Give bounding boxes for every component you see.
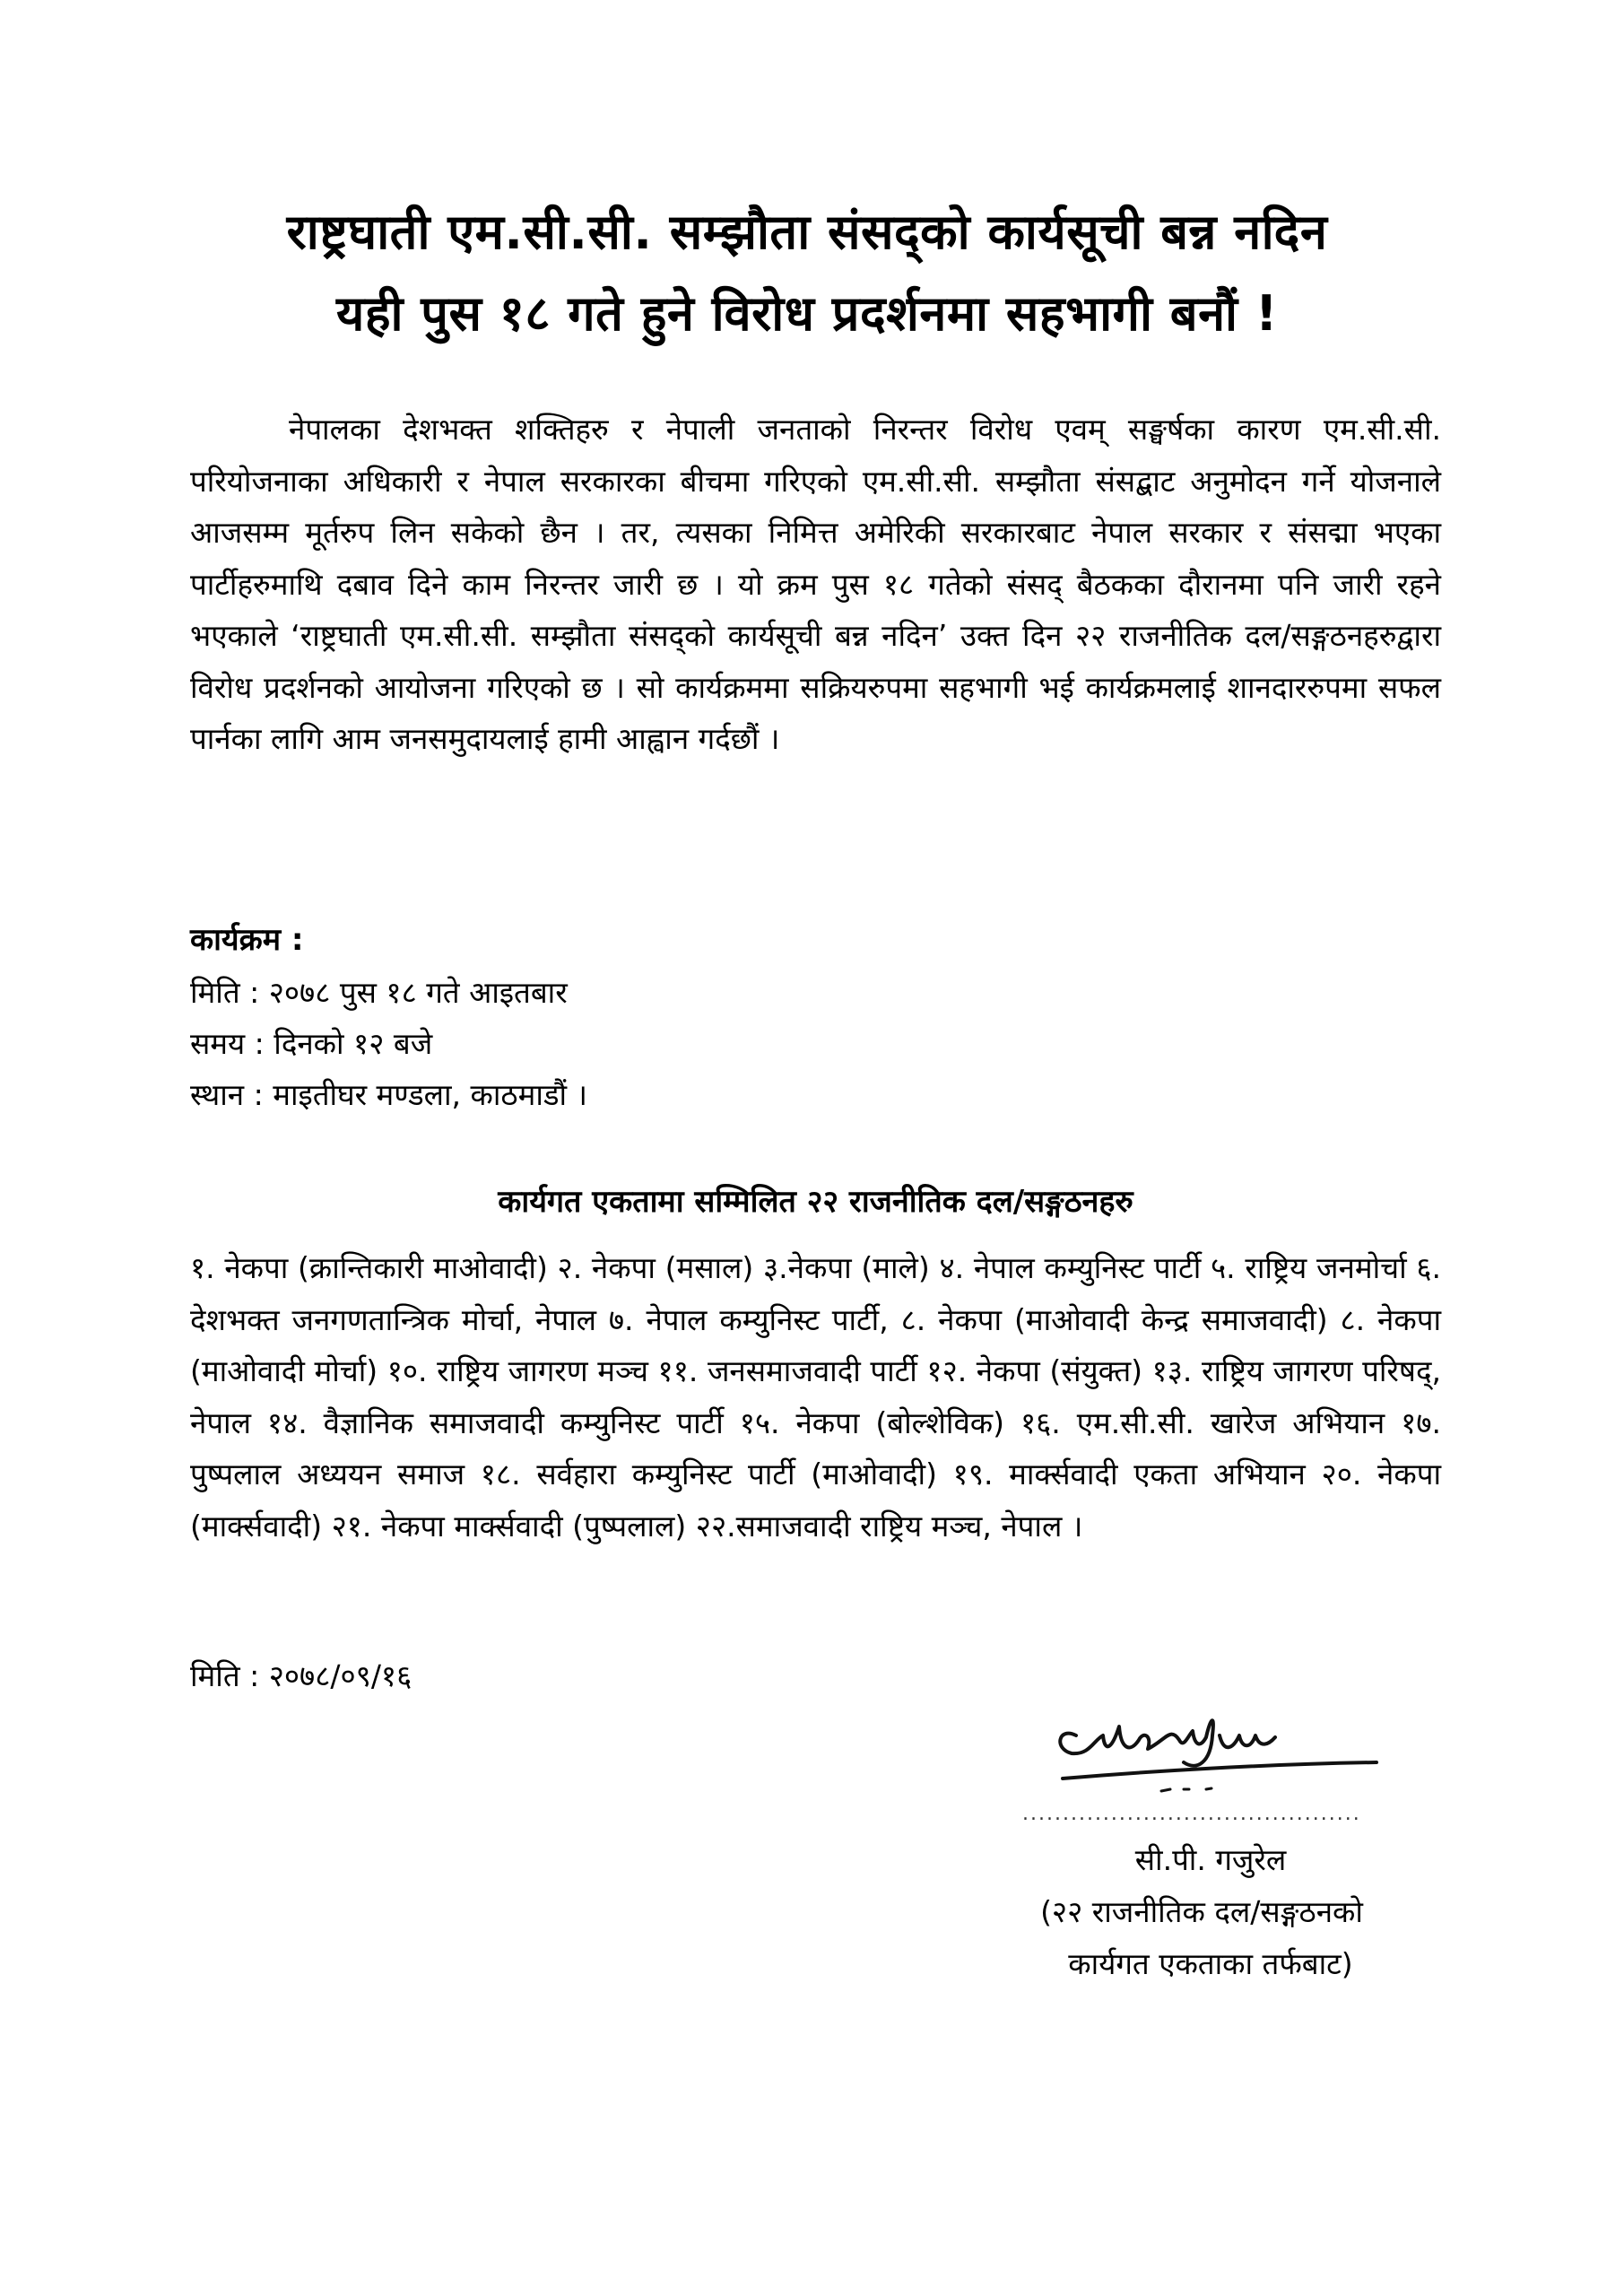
signer-name: सी.पी. गजुरेल — [1134, 1842, 1287, 1877]
signature-line: .......................................... — [1022, 1803, 1361, 1825]
document-date: मिति : २०७८/०९/१६ — [190, 1658, 413, 1693]
intro-paragraph: नेपालका देशभक्त शक्तिहरु र नेपाली जनताको निरन्तर विरोध एवम् सङ्घर्षका कारण एम.सी.सी. परियोजनाका अधिकारी र नेपाल सरकारका बीचमा गरिएको एम.सी.सी. सम्झौता संसद्बाट अनुमोदन गर्ने योजनाले आजसम्म मूर्तरुप लिन सकेको छैन । तर, त्यसका निमित्त अमेरिकी सरकारबाट नेपाल सरकार र संसद्मा भएका पार्टीहरुमाथि दबाव दिने काम निरन्तर जारी छ । यो क्रम पुस १८ गतेको संसद् बैठकका दौरानमा पनि जारी रहने भएकाले ‘राष्ट्रघाती एम.सी.सी. सम्झौता संसद्को कार्यसूची बन्न नदिन’ उक्त दिन २२ राजनीतिक दल/सङ्गठनहरुद्वारा विरोध प्रदर्शनको आयोजना गरिएको छ । सो कार्यक्रममा सक्रियरुपमा सहभागी भई कार्यक्रमलाई शानदाररुपमा सफल पार्नका लागि आम जनसमुदायलाई हामी आह्वान गर्दछौं । — [190, 412, 1441, 756]
signer-role-line-2: कार्यगत एकताका तर्फबाट) — [1068, 1946, 1353, 1981]
program-label: कार्यक्रम : — [190, 922, 304, 958]
program-place: स्थान : माइतीघर मण्डला, काठमाडौं । — [190, 1077, 588, 1112]
signature-image — [1040, 1700, 1399, 1816]
title-line-1: राष्ट्रघाती एम.सी.सी. सम्झौता संसद्को कार्यसूची बन्न नदिन — [286, 204, 1328, 260]
parties-heading: कार्यगत एकतामा सम्मिलित २२ राजनीतिक दल/सङ्गठनहरु — [498, 1184, 1133, 1220]
title-line-2: यही पुस १८ गते हुने विरोध प्रदर्शनमा सहभागी बनौं ! — [336, 285, 1278, 342]
program-time: समय : दिनको १२ बजे — [190, 1026, 433, 1061]
parties-list: १. नेकपा (क्रान्तिकारी माओवादी) २. नेकपा (मसाल) ३.नेकपा (माले) ४. नेपाल कम्युनिस्ट पार्टी ५. राष्ट्रिय जनमोर्चा ६. देशभक्त जनगणतान्त्रिक मोर्चा, नेपाल ७. नेपाल कम्युनिस्ट पार्टी, ८. नेकपा (माओवादी केन्द्र समाजवादी) ८. नेकपा (माओवादी मोर्चा) १०. राष्ट्रिय जागरण मञ्च ११. जनसमाजवादी पार्टी १२. नेकपा (संयुक्त) १३. राष्ट्रिय जागरण परिषद्, नेपाल १४. वैज्ञानिक समाजवादी कम्युनिस्ट पार्टी १५. नेकपा (बोल्शेविक) १६. एम.सी.सी. खारेज अभियान १७. पुष्पलाल अध्ययन समाज १८. सर्वहारा कम्युनिस्ट पार्टी (माओवादी) १९. मार्क्सवादी एकता अभियान २०. नेकपा (मार्क्सवादी) २१. नेकपा मार्क्सवादी (पुष्पलाल) २२.समाजवादी राष्ट्रिय मञ्च, नेपाल । — [190, 1250, 1441, 1544]
signer-role-line-1: (२२ राजनीतिक दल/सङ्गठनको — [1040, 1894, 1363, 1929]
program-date: मिति : २०७८ पुस १८ गते आइतबार — [190, 975, 568, 1010]
